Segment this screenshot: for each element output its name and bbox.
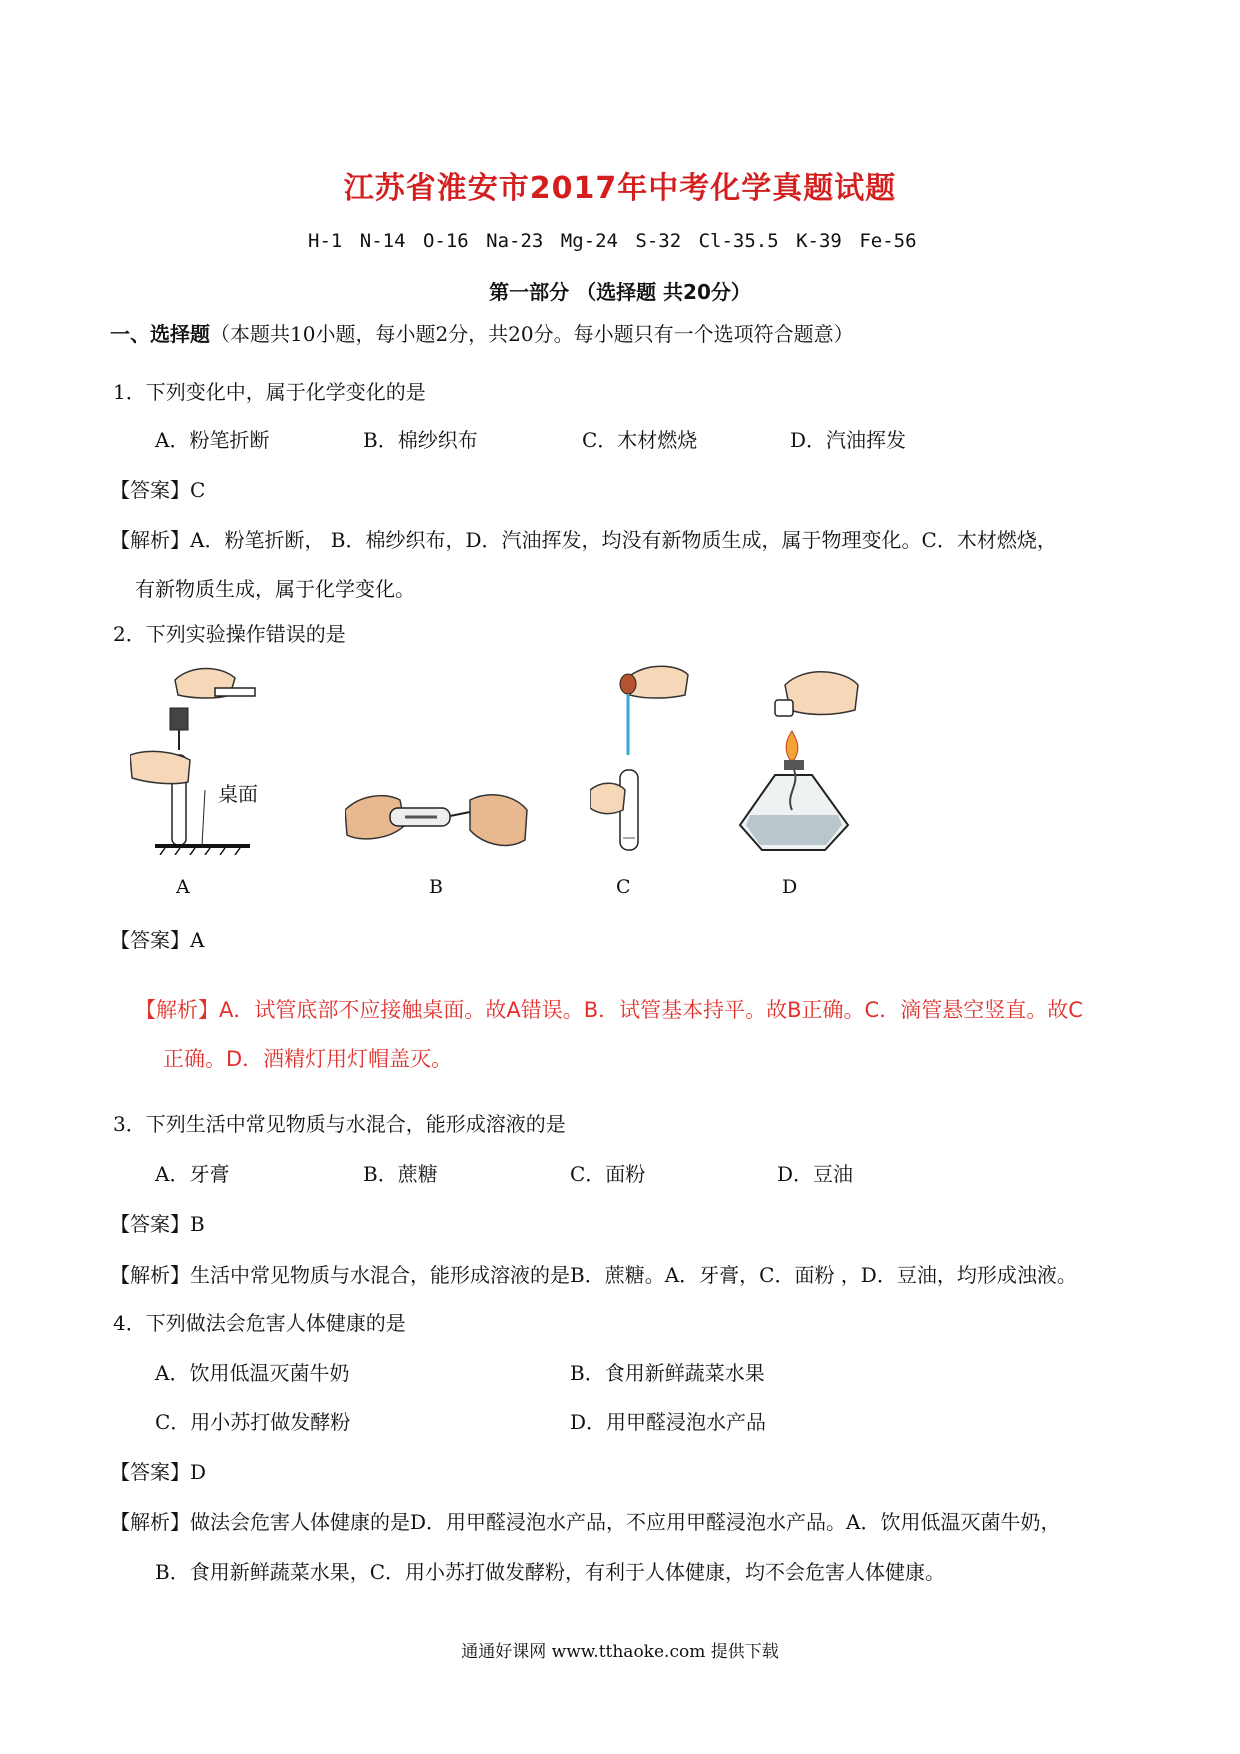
q4-answer: 【答案】D — [110, 1460, 207, 1484]
figure-a-table-label: 桌面 — [218, 782, 258, 806]
page-footer: 通通好课网 www.tthaoke.com 提供下载 — [461, 1642, 779, 1662]
q4-option-a: A．饮用低温灭菌牛奶 — [155, 1361, 350, 1385]
q2-answer: 【答案】A — [110, 928, 205, 952]
q1-option-a: A．粉笔折断 — [155, 428, 270, 452]
q1-answer: 【答案】C — [110, 478, 206, 502]
q3-stem: 3．下列生活中常见物质与水混合，能形成溶液的是 — [113, 1112, 566, 1136]
section-note: （本题共10小题，每小题2分，共20分。每小题只有一个选项符合题意） — [210, 322, 854, 346]
q4-option-b: B．食用新鲜蔬菜水果 — [570, 1361, 765, 1385]
q3-option-b: B．蔗糖 — [363, 1162, 438, 1186]
atomic-masses: H-1 N-14 O-16 Na-23 Mg-24 S-32 Cl-35.5 K-39 Fe-56 — [308, 230, 917, 252]
q1-option-b: B．棉纱织布 — [363, 428, 478, 452]
q3-option-a: A．牙膏 — [155, 1162, 230, 1186]
q4-stem: 4．下列做法会危害人体健康的是 — [113, 1311, 406, 1335]
q1-stem: 1．下列变化中，属于化学变化的是 — [113, 380, 426, 404]
q4-option-d: D．用甲醛浸泡水产品 — [570, 1410, 767, 1434]
q2-stem: 2．下列实验操作错误的是 — [113, 622, 346, 646]
figure-label-d: D — [782, 876, 798, 898]
figure-c-illustration — [590, 660, 690, 855]
figure-b-illustration — [345, 780, 530, 860]
figure-label-c: C — [616, 876, 631, 898]
q1-option-d: D．汽油挥发 — [790, 428, 907, 452]
q1-option-c: C．木材燃烧 — [582, 428, 698, 452]
q2-analysis-line2: 正确。D．酒精灯用灯帽盖灭。 — [163, 1047, 453, 1071]
q1-analysis-line1: 【解析】A．粉笔折断， B．棉纱织布，D．汽油挥发，均没有新物质生成，属于物理变化。C．木材燃烧， — [110, 528, 1057, 552]
section-heading — [110, 318, 854, 347]
q3-answer: 【答案】B — [110, 1212, 205, 1236]
q3-analysis: 【解析】生活中常见物质与水混合，能形成溶液的是B．蔗糖。A．牙膏，C．面粉 ，D．豆油，均形成浊液。 — [110, 1263, 1077, 1287]
section-label: 一、选择题 — [110, 322, 210, 346]
q4-option-c: C．用小苏打做发酵粉 — [155, 1410, 351, 1434]
figure-a-illustration — [130, 660, 260, 855]
q3-option-c: C．面粉 — [570, 1162, 646, 1186]
q1-analysis-line2: 有新物质生成，属于化学变化。 — [135, 577, 415, 601]
figure-d-illustration — [730, 665, 860, 855]
q3-option-d: D．豆油 — [777, 1162, 854, 1186]
part-heading: 第一部分 （选择题 共20分） — [489, 280, 751, 304]
q4-analysis-line1: 【解析】做法会危害人体健康的是D．用甲醛浸泡水产品，不应用甲醛浸泡水产品。A．饮用低温灭菌牛奶， — [110, 1510, 1061, 1534]
figure-label-a: A — [176, 876, 190, 898]
figure-label-b: B — [429, 876, 443, 898]
q2-analysis-line1: 【解析】A．试管底部不应接触桌面。故A错误。B．试管基本持平。故B正确。C．滴管悬空竖直。故C — [135, 998, 1083, 1022]
page-title: 江苏省淮安市2017年中考化学真题试题 — [343, 171, 897, 206]
q4-analysis-line2: B．食用新鲜蔬菜水果，C．用小苏打做发酵粉，有利于人体健康，均不会危害人体健康。 — [155, 1560, 945, 1584]
